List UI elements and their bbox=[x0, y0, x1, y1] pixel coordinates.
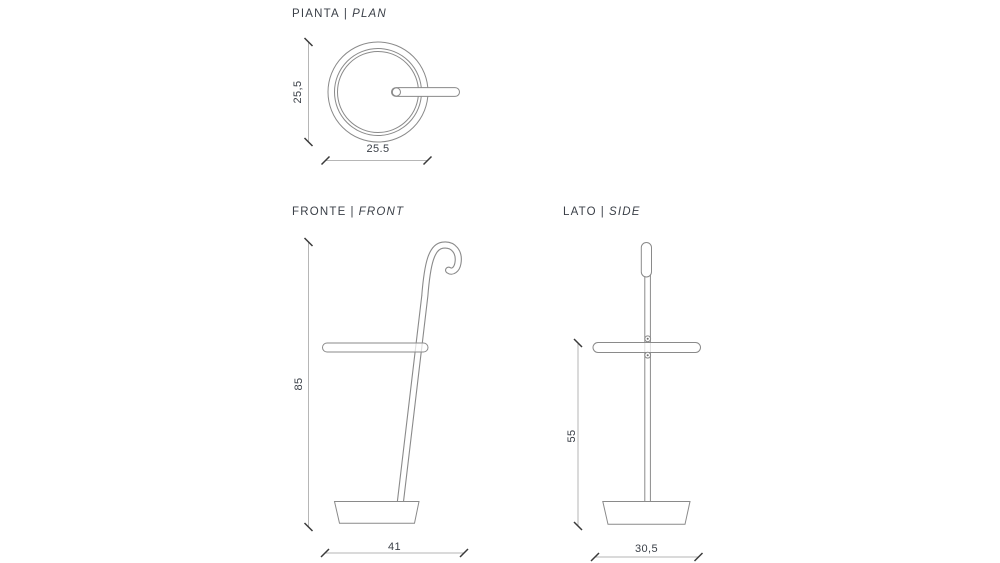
plan-view-title bbox=[292, 8, 387, 20]
plan-width-dimension-line bbox=[322, 157, 432, 165]
side-width-dimension-label: 30,5 bbox=[634, 542, 658, 555]
side-title-primary: LATO bbox=[563, 206, 597, 218]
side-view-linework bbox=[574, 243, 703, 562]
plan-title-separator: | bbox=[343, 8, 349, 20]
side-handle-capsule bbox=[641, 243, 651, 278]
front-cane-handle-outline bbox=[401, 245, 459, 501]
side-view-title bbox=[563, 206, 641, 218]
front-title-separator: | bbox=[350, 206, 355, 218]
side-base-tray bbox=[603, 502, 690, 525]
plan-width-dimension-label: 25.5 bbox=[366, 143, 390, 155]
plan-title-primary: PIANTA bbox=[292, 8, 340, 20]
front-height-dimension-label: 85 bbox=[293, 377, 305, 391]
side-pole bbox=[645, 266, 651, 502]
side-title-secondary: SIDE bbox=[608, 206, 641, 218]
front-view-linework bbox=[305, 238, 469, 557]
side-title-separator: | bbox=[600, 206, 605, 218]
plan-height-dimension-label: 25,5 bbox=[292, 80, 304, 104]
side-ring-bar bbox=[593, 343, 701, 353]
front-ring-bar bbox=[323, 343, 429, 352]
plan-pole-cap bbox=[392, 88, 400, 96]
front-title-secondary: FRONT bbox=[358, 206, 405, 218]
side-height-dimension-label: 55 bbox=[565, 428, 578, 443]
front-title-primary: FRONTE bbox=[292, 206, 347, 218]
front-width-dimension-label: 41 bbox=[387, 541, 402, 553]
side-screw-top-icon bbox=[645, 336, 651, 342]
side-screw-bottom-icon bbox=[645, 352, 651, 358]
front-view-title bbox=[292, 206, 404, 218]
front-base-tray bbox=[335, 502, 420, 524]
plan-support-arm bbox=[392, 88, 460, 97]
plan-title-secondary: PLAN bbox=[352, 8, 387, 20]
